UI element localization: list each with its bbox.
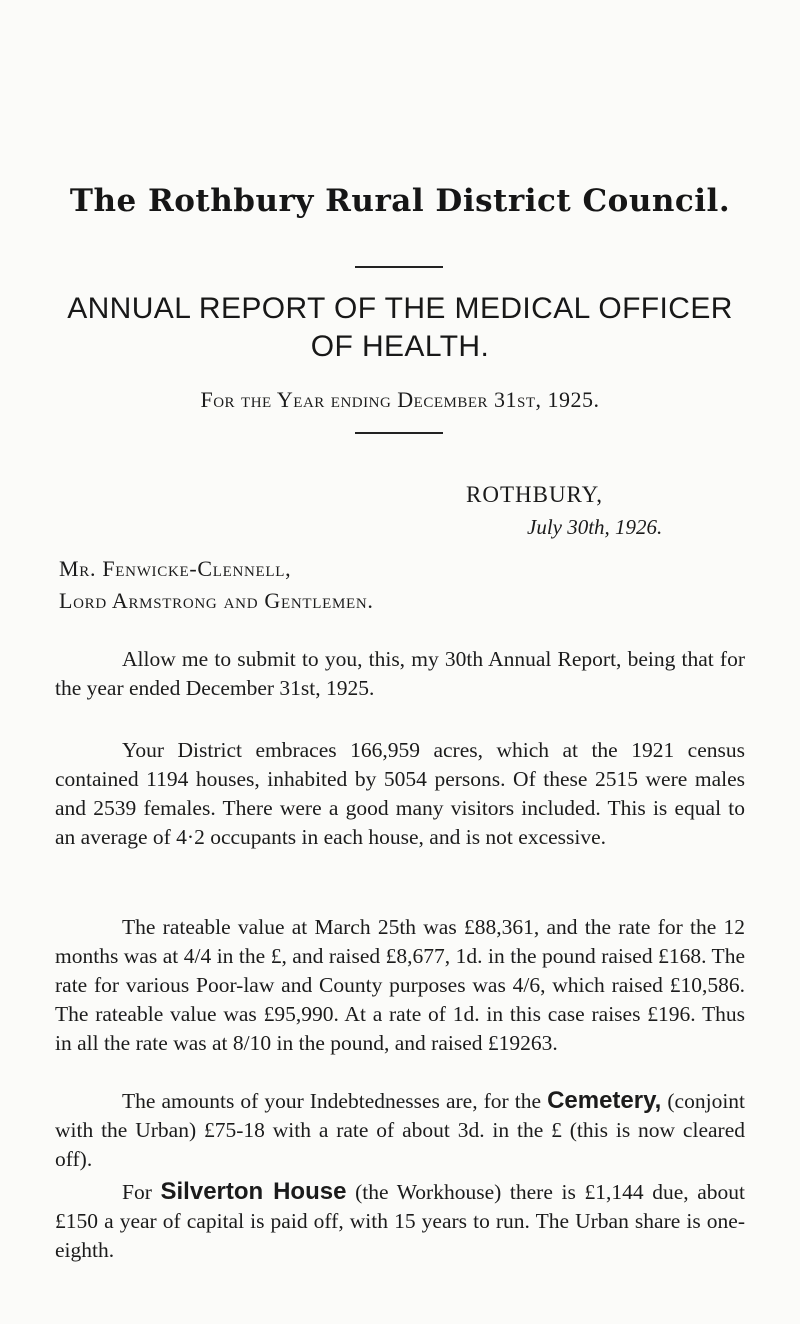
report-title-line1: ANNUAL REPORT OF THE MEDICAL OFFICER: [67, 292, 733, 325]
paragraph-cemetery: [55, 1086, 745, 1174]
paragraph-district: [55, 736, 745, 852]
divider-rule: [355, 266, 443, 268]
report-title-line2: OF HEALTH.: [310, 330, 490, 363]
paragraph-text: (conjoint with the Urban) £75-18 with a rate of about 3d. in the £ (this is now cleared off).: [55, 1089, 746, 1171]
cemetery-keyword: Cemetery,: [547, 1087, 662, 1114]
paragraph-silverton: [55, 1177, 745, 1265]
silverton-keyword: Silverton House: [160, 1178, 347, 1205]
council-heading: The Rothbury Rural District Council.: [69, 183, 731, 219]
paragraph-text: The amounts of your Indebtednesses are, for the: [122, 1089, 542, 1113]
letter-date: July 30th, 1926.: [527, 515, 663, 539]
paragraph-rateable-value: [55, 913, 745, 1058]
salutation-line1: Mr. Fenwicke-Clennell,: [59, 556, 292, 581]
paragraph-text: For: [122, 1180, 152, 1204]
paragraph-text: The rateable value at March 25th was £88,361, and the rate for the 12 months was at 4/4 in the £, and raised £8,677, 1d. in the pound raised £168. The rate for various Poor-law and County purposes was 4/6, which raised £10,586. The rateable value was £95,990. At a rate of 1d. in this case raises £196. Thus in all the rate was at 8/10 in the pound, and raised £19263.: [55, 915, 745, 1055]
divider-rule: [355, 432, 443, 434]
report-subtitle: For the Year ending December 31st, 1925.: [200, 387, 600, 412]
paragraph-text: (the Workhouse) there is £1,144 due, about £150 a year of capital is paid off, with 15 years to run. The Urban share is one-eighth.: [55, 1180, 745, 1262]
paragraph-text: Allow me to submit to you, this, my 30th Annual Report, being that for the year ended December 31st, 1925.: [55, 647, 745, 700]
salutation-line2: Lord Armstrong and Gentlemen.: [59, 588, 374, 613]
paragraph-intro: [55, 645, 745, 703]
paragraph-text: Your District embraces 166,959 acres, which at the 1921 census contained 1194 houses, inhabited by 5054 persons. Of these 2515 were males and 2539 females. There were a good many visitors included. This is equal to an average of 4·2 occupants in each house, and is not excessive.: [55, 738, 745, 849]
letter-place: ROTHBURY,: [466, 482, 604, 507]
